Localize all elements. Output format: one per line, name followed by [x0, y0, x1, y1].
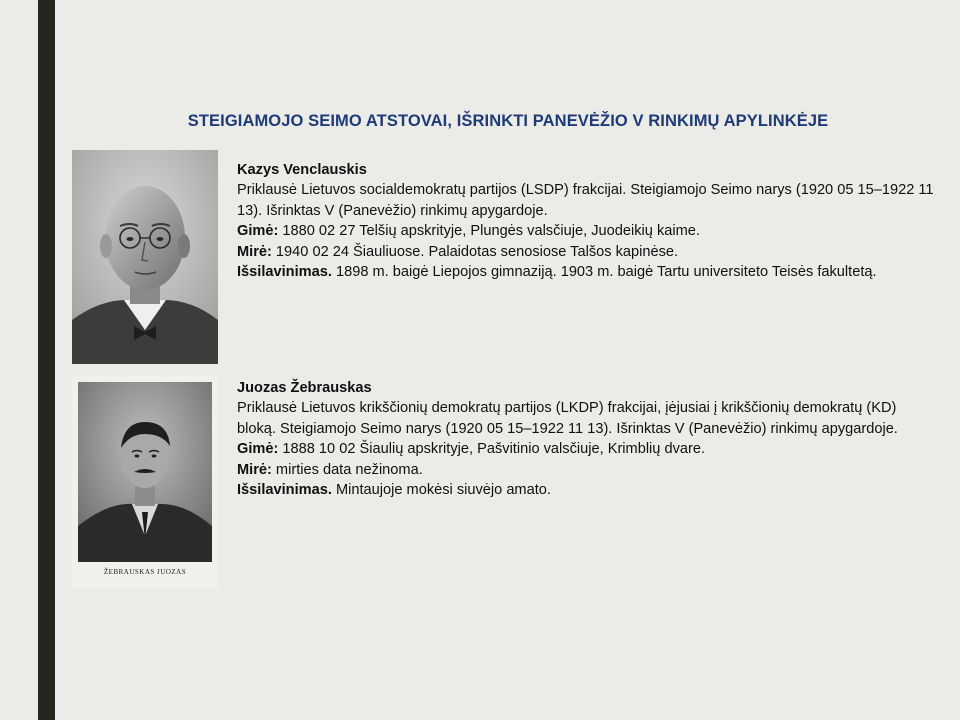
died-line: [237, 460, 937, 480]
bio-zebrauskas: [237, 378, 937, 500]
education-label: Išsilavinimas.: [237, 264, 332, 281]
bio-venclauskis: [237, 160, 937, 282]
person-description: Priklausė Lietuvos socialdemokratų partijos (LSDP) frakcijai. Steigiamojo Seimo narys (1920 05 15–1922 11 13). Išrinktas V (Panevėžio) rinkimų apygardoje.: [237, 182, 934, 219]
died-label: Mirė:: [237, 243, 272, 260]
died-value: mirties data nežinoma.: [271, 461, 423, 478]
portrait-photo-venclauskis: [72, 150, 218, 364]
died-value: 1940 02 24 Šiauliuose. Palaidotas senosiose Talšos kapinėse.: [271, 243, 679, 260]
education-value: Mintaujoje mokėsi siuvėjo amato.: [331, 482, 551, 499]
person-name: Juozas Žebrauskas: [237, 380, 372, 396]
born-label: Gimė:: [237, 223, 279, 240]
portrait-photo-zebrauskas: [72, 376, 218, 588]
person-name: Kazys Venclauskis: [237, 162, 367, 178]
died-line: [237, 242, 937, 262]
education-value: 1898 m. baigė Liepojos gimnaziją. 1903 m. baigė Tartu universiteto Teisės fakultetą.: [331, 264, 877, 281]
born-value: 1888 10 02 Šiaulių apskrityje, Pašvitinio valsčiuje, Krimblių dvare.: [278, 441, 706, 458]
education-label: Išsilavinimas.: [237, 482, 332, 499]
slide-title: STEIGIAMOJO SEIMO ATSTOVAI, IŠRINKTI PANEVĖŽIO V RINKIMŲ APYLINKĖJE: [187, 112, 829, 130]
left-accent-bar: [38, 0, 55, 720]
born-label: Gimė:: [237, 441, 279, 458]
photo-caption: ŽEBRAUSKAS JUOZAS: [103, 568, 187, 576]
died-label: Mirė:: [237, 461, 272, 478]
born-line: [237, 439, 937, 459]
born-value: 1880 02 27 Telšių apskrityje, Plungės valsčiuje, Juodeikių kaime.: [278, 223, 700, 240]
person-description: Priklausė Lietuvos krikščionių demokratų partijos (LKDP) frakcijai, įėjusiai į krikščionių demokratų (KD) bloką. Steigiamojo Seimo narys (1920 05 15–1922 11 13). Išrinktas V (Panevėžio) rinkimų apygardoje.: [237, 400, 898, 437]
born-line: [237, 221, 937, 241]
education-line: [237, 262, 937, 282]
education-line: [237, 480, 937, 500]
